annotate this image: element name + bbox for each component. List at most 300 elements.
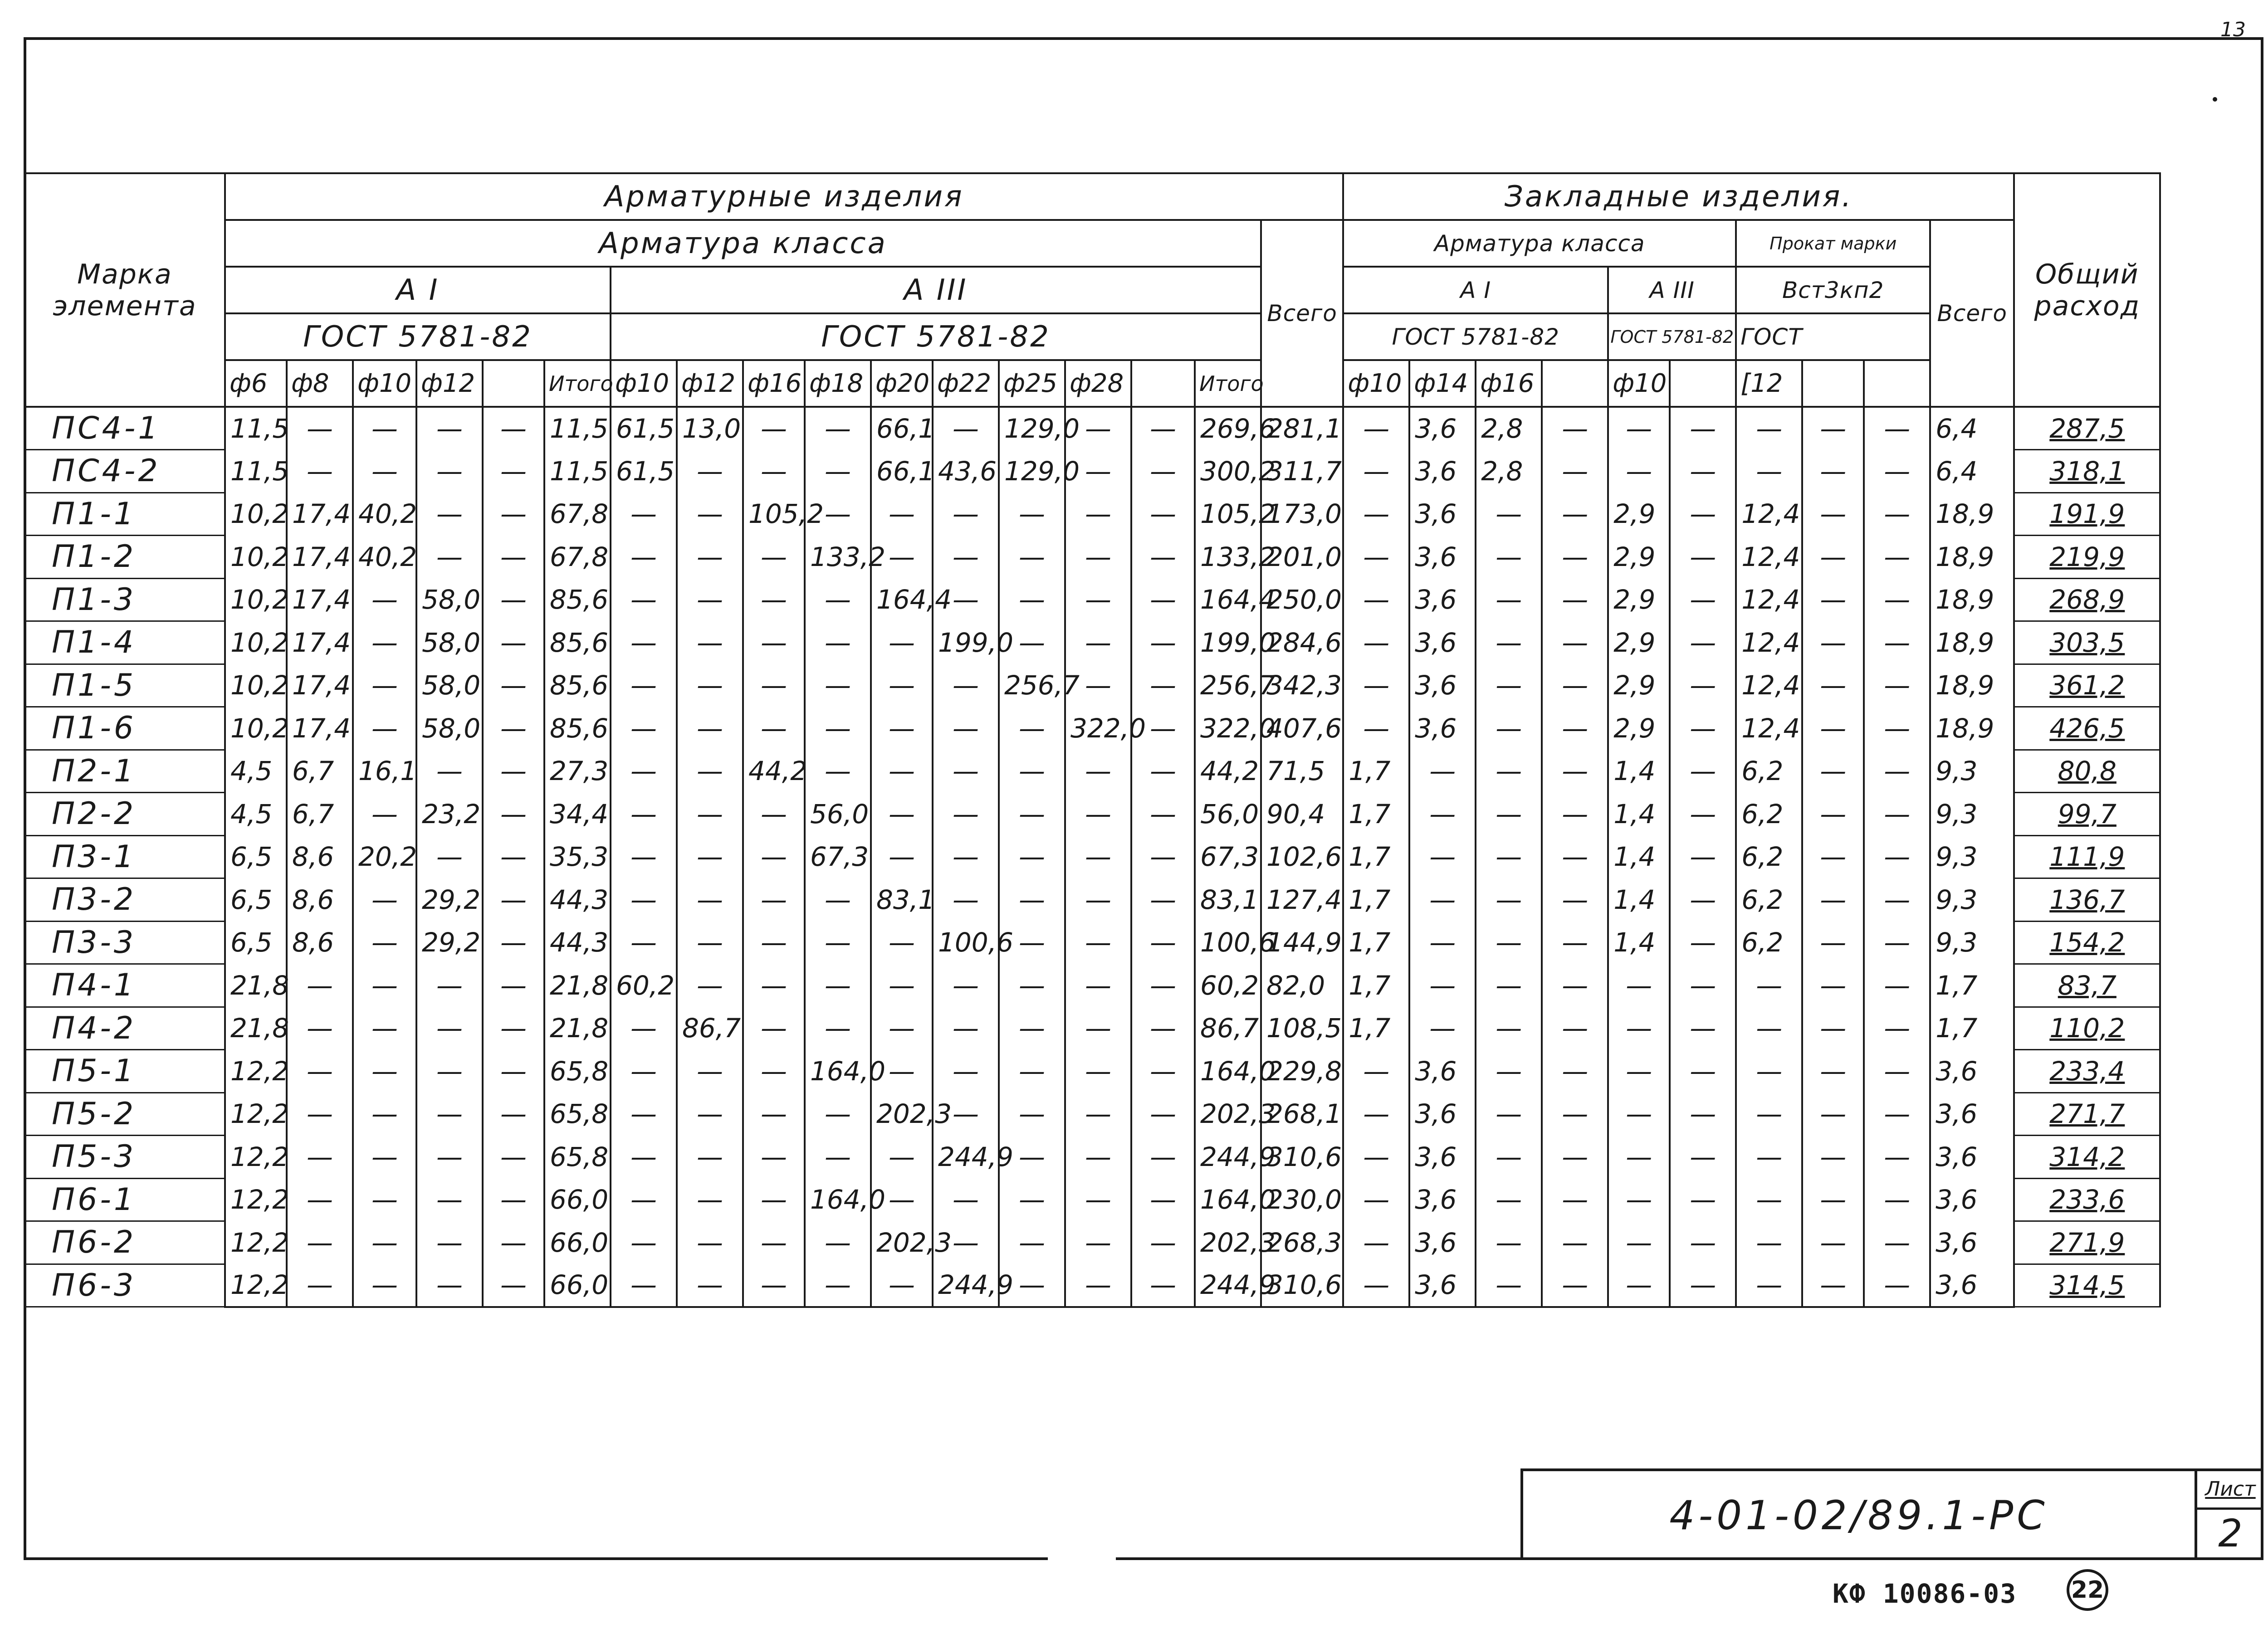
a3-cell: — bbox=[677, 1050, 743, 1093]
element-mark: П1-3 bbox=[24, 578, 225, 621]
a3-cell: — bbox=[1065, 835, 1131, 878]
rolled-cell: — bbox=[1736, 407, 1802, 450]
emb-a1-cell: — bbox=[1476, 493, 1542, 536]
emb-a1-cell: — bbox=[1542, 1007, 1608, 1050]
a3-cell: — bbox=[1065, 1178, 1131, 1221]
a1-cell: 6,7 bbox=[287, 793, 353, 836]
emb-a1-cell: — bbox=[1343, 664, 1409, 707]
a3-cell: — bbox=[611, 536, 677, 579]
a3-cell: — bbox=[743, 578, 805, 621]
a3-cell: — bbox=[1065, 578, 1131, 621]
a1-cell: 11,5 bbox=[225, 450, 287, 493]
a1-cell: 67,8 bbox=[544, 493, 611, 536]
a3-cell: — bbox=[871, 1136, 933, 1179]
a3-cell: — bbox=[743, 793, 805, 836]
dia-emb-a1-1: ф10 bbox=[1343, 360, 1409, 407]
element-mark: П1-1 bbox=[24, 493, 225, 536]
a3-cell: — bbox=[1065, 664, 1131, 707]
rolled-header: Прокат марки bbox=[1736, 220, 1930, 267]
emb-a3-cell: — bbox=[1608, 407, 1670, 450]
overall-cell: 111,9 bbox=[2014, 835, 2160, 878]
a3-cell: — bbox=[1131, 750, 1195, 793]
a3-cell: — bbox=[1131, 921, 1195, 964]
a3-cell: 202,3 bbox=[871, 1093, 933, 1136]
a3-cell: — bbox=[871, 1007, 933, 1050]
a1-cell: 10,2 bbox=[225, 493, 287, 536]
a3-cell: — bbox=[933, 878, 999, 922]
a3-cell: — bbox=[871, 707, 933, 750]
emb-total-cell: 18,9 bbox=[1930, 578, 2014, 621]
rolled-cell: — bbox=[1864, 793, 1930, 836]
total-cell: 102,6 bbox=[1261, 835, 1343, 878]
rolled-cell: — bbox=[1802, 835, 1864, 878]
a3-cell: — bbox=[871, 964, 933, 1007]
a1-cell: — bbox=[353, 1093, 416, 1136]
a3-cell: — bbox=[1065, 621, 1131, 664]
frame-gap bbox=[1048, 1551, 1116, 1565]
a3-cell: 244,9 bbox=[933, 1136, 999, 1179]
a1-cell: — bbox=[483, 921, 544, 964]
emb-a1-cell: 1,7 bbox=[1343, 878, 1409, 922]
rolled-cell: — bbox=[1802, 450, 1864, 493]
a1-cell: 65,8 bbox=[544, 1093, 611, 1136]
a3-cell: 83,1 bbox=[1195, 878, 1261, 922]
a3-cell: — bbox=[999, 1007, 1065, 1050]
element-mark: П6-1 bbox=[24, 1178, 225, 1221]
a1-cell: 27,3 bbox=[544, 750, 611, 793]
emb-a3-cell: — bbox=[1670, 1178, 1736, 1221]
emb-a1-cell: 1,7 bbox=[1343, 964, 1409, 1007]
a1-cell: 10,2 bbox=[225, 536, 287, 579]
emb-a1-cell: 3,6 bbox=[1409, 707, 1476, 750]
rolled-cell: 12,4 bbox=[1736, 493, 1802, 536]
a1-cell: — bbox=[416, 493, 483, 536]
a3-cell: 100,6 bbox=[933, 921, 999, 964]
emb-a3-cell: 2,9 bbox=[1608, 664, 1670, 707]
emb-a1-cell: — bbox=[1542, 536, 1608, 579]
a3-cell: — bbox=[999, 493, 1065, 536]
a3-cell: 60,2 bbox=[611, 964, 677, 1007]
emb-a1-cell: — bbox=[1476, 1264, 1542, 1307]
a3-cell: — bbox=[677, 921, 743, 964]
a1-cell: 10,2 bbox=[225, 707, 287, 750]
total-cell: 284,6 bbox=[1261, 621, 1343, 664]
a1-cell: 12,2 bbox=[225, 1264, 287, 1307]
emb-a3-cell: — bbox=[1670, 1050, 1736, 1093]
element-mark: П1-6 bbox=[24, 707, 225, 750]
a1-cell: 44,3 bbox=[544, 878, 611, 922]
a3-cell: — bbox=[871, 536, 933, 579]
a3-cell: 56,0 bbox=[805, 793, 871, 836]
a3-cell: 202,3 bbox=[871, 1221, 933, 1264]
overall-cell: 233,4 bbox=[2014, 1050, 2160, 1093]
a3-cell: — bbox=[933, 964, 999, 1007]
a1-cell: 65,8 bbox=[544, 1136, 611, 1179]
total-cell: 311,7 bbox=[1261, 450, 1343, 493]
table-row bbox=[24, 921, 2160, 964]
a1-cell: 6,5 bbox=[225, 878, 287, 922]
a3-cell: 66,1 bbox=[871, 450, 933, 493]
a1-cell: — bbox=[416, 407, 483, 450]
a1-cell: — bbox=[353, 707, 416, 750]
a3-cell: — bbox=[743, 536, 805, 579]
a3-cell: — bbox=[1131, 536, 1195, 579]
a1-cell: 85,6 bbox=[544, 664, 611, 707]
table-row bbox=[24, 1007, 2160, 1050]
element-mark: П2-1 bbox=[24, 750, 225, 793]
a3-cell: 133,2 bbox=[1195, 536, 1261, 579]
rolled-cell: — bbox=[1736, 1136, 1802, 1179]
emb-a1-cell: — bbox=[1409, 835, 1476, 878]
rolled-cell: — bbox=[1864, 621, 1930, 664]
a3-cell: 44,2 bbox=[743, 750, 805, 793]
a3-cell: — bbox=[743, 921, 805, 964]
emb-a1-cell: 1,7 bbox=[1343, 921, 1409, 964]
table-row bbox=[24, 750, 2160, 793]
a1-cell: — bbox=[287, 450, 353, 493]
a1-cell: 17,4 bbox=[287, 493, 353, 536]
a1-cell: — bbox=[287, 1264, 353, 1307]
a3-cell: 43,6 bbox=[933, 450, 999, 493]
overall-cell: 110,2 bbox=[2014, 1007, 2160, 1050]
element-mark: П5-2 bbox=[24, 1093, 225, 1136]
a3-cell: — bbox=[1131, 964, 1195, 1007]
a3-cell: — bbox=[999, 578, 1065, 621]
a3-cell: — bbox=[805, 1136, 871, 1179]
emb-a3-cell: 2,9 bbox=[1608, 578, 1670, 621]
emb-a3-cell: 2,9 bbox=[1608, 536, 1670, 579]
emb-a3-cell: — bbox=[1608, 1136, 1670, 1179]
rolled-cell: 12,4 bbox=[1736, 578, 1802, 621]
a3-cell: — bbox=[1131, 1050, 1195, 1093]
a3-cell: — bbox=[1131, 1221, 1195, 1264]
rolled-cell: — bbox=[1864, 578, 1930, 621]
a1-cell: — bbox=[416, 1178, 483, 1221]
table-row bbox=[24, 407, 2160, 450]
emb-a3-cell: — bbox=[1670, 878, 1736, 922]
a1-cell: — bbox=[483, 793, 544, 836]
a3-cell: — bbox=[1065, 493, 1131, 536]
emb-total-cell: 9,3 bbox=[1930, 921, 2014, 964]
emb-a3-cell: — bbox=[1608, 1007, 1670, 1050]
emb-total-cell: 1,7 bbox=[1930, 1007, 2014, 1050]
rolled-cell: — bbox=[1802, 1050, 1864, 1093]
total-cell: 407,6 bbox=[1261, 707, 1343, 750]
emb-a1-cell: 3,6 bbox=[1409, 407, 1476, 450]
a3-cell: — bbox=[933, 407, 999, 450]
a1-cell: — bbox=[483, 621, 544, 664]
emb-a1-cell: — bbox=[1343, 1136, 1409, 1179]
a3-cell: — bbox=[805, 493, 871, 536]
a3-cell: — bbox=[611, 493, 677, 536]
a3-cell: — bbox=[999, 621, 1065, 664]
emb-a1-cell: 1,7 bbox=[1343, 835, 1409, 878]
a1-cell: — bbox=[287, 1007, 353, 1050]
emb-a1-cell: — bbox=[1476, 707, 1542, 750]
a3-cell: — bbox=[743, 707, 805, 750]
specification-body bbox=[24, 407, 2160, 1307]
a3-cell: — bbox=[933, 1093, 999, 1136]
rolled-cell: — bbox=[1864, 1050, 1930, 1093]
a3-cell: — bbox=[611, 1007, 677, 1050]
a1-cell: — bbox=[483, 835, 544, 878]
emb-a1-cell: 3,6 bbox=[1409, 664, 1476, 707]
overall-cell: 268,9 bbox=[2014, 578, 2160, 621]
rolled-cell: — bbox=[1802, 1264, 1864, 1307]
rolled-cell: — bbox=[1802, 578, 1864, 621]
a3-cell: — bbox=[933, 835, 999, 878]
a1-cell: 85,6 bbox=[544, 621, 611, 664]
a3-cell: — bbox=[999, 921, 1065, 964]
a3-cell: — bbox=[999, 1264, 1065, 1307]
total-cell: 342,3 bbox=[1261, 664, 1343, 707]
a3-cell: — bbox=[743, 1178, 805, 1221]
emb-a1-cell: — bbox=[1343, 707, 1409, 750]
a1-cell: — bbox=[483, 493, 544, 536]
emb-a3-cell: — bbox=[1670, 1264, 1736, 1307]
emb-a1-cell: — bbox=[1476, 1050, 1542, 1093]
dia-emb-a1-4 bbox=[1542, 360, 1608, 407]
a3-cell: 269,6 bbox=[1195, 407, 1261, 450]
a1-cell: — bbox=[287, 1221, 353, 1264]
a1-cell: — bbox=[416, 450, 483, 493]
dia-rolled-1: [12 bbox=[1736, 360, 1802, 407]
a3-cell: — bbox=[805, 1093, 871, 1136]
a3-cell: — bbox=[743, 450, 805, 493]
a3-cell: — bbox=[677, 835, 743, 878]
table-row bbox=[24, 1050, 2160, 1093]
overall-cell: 191,9 bbox=[2014, 493, 2160, 536]
gost-a3-header: ГОСТ 5781-82 bbox=[611, 313, 1261, 360]
table-row bbox=[24, 1093, 2160, 1136]
a1-cell: 16,1 bbox=[353, 750, 416, 793]
overall-cell: 314,2 bbox=[2014, 1136, 2160, 1179]
a1-cell: — bbox=[483, 1178, 544, 1221]
a1-cell: — bbox=[353, 793, 416, 836]
a1-cell: 8,6 bbox=[287, 835, 353, 878]
a3-cell: — bbox=[999, 707, 1065, 750]
rolled-cell: 6,2 bbox=[1736, 835, 1802, 878]
emb-a1-cell: 3,6 bbox=[1409, 621, 1476, 664]
a1-cell: 10,2 bbox=[225, 621, 287, 664]
rolled-cell: — bbox=[1802, 621, 1864, 664]
dia-a1-3: ф10 bbox=[353, 360, 416, 407]
emb-a3-cell: — bbox=[1670, 450, 1736, 493]
table-row bbox=[24, 450, 2160, 493]
a3-cell: — bbox=[611, 750, 677, 793]
a3-cell: — bbox=[999, 964, 1065, 1007]
overall-cell: 83,7 bbox=[2014, 964, 2160, 1007]
emb-a3-cell: — bbox=[1608, 450, 1670, 493]
a3-cell: — bbox=[1065, 1136, 1131, 1179]
a3-cell: — bbox=[871, 1050, 933, 1093]
a3-cell: — bbox=[933, 536, 999, 579]
a3-cell: — bbox=[677, 1221, 743, 1264]
a1-cell: — bbox=[353, 407, 416, 450]
a3-cell: — bbox=[1131, 493, 1195, 536]
a1-cell: 6,5 bbox=[225, 921, 287, 964]
a3-cell: — bbox=[611, 621, 677, 664]
a1-cell: 12,2 bbox=[225, 1093, 287, 1136]
overall-cell: 154,2 bbox=[2014, 921, 2160, 964]
a1-cell: 65,8 bbox=[544, 1050, 611, 1093]
total-cell: 127,4 bbox=[1261, 878, 1343, 922]
rolled-cell: — bbox=[1864, 1178, 1930, 1221]
corner-mark: 13 bbox=[2220, 18, 2246, 41]
total-cell: 108,5 bbox=[1261, 1007, 1343, 1050]
a3-cell: — bbox=[805, 707, 871, 750]
rolled-cell: — bbox=[1864, 407, 1930, 450]
a3-cell: 86,7 bbox=[1195, 1007, 1261, 1050]
a3-cell: — bbox=[1065, 1221, 1131, 1264]
a3-cell: — bbox=[1131, 707, 1195, 750]
overall-cell: 271,7 bbox=[2014, 1093, 2160, 1136]
element-mark: П3-2 bbox=[24, 878, 225, 922]
a3-cell: — bbox=[933, 750, 999, 793]
rolled-cell: — bbox=[1736, 1093, 1802, 1136]
a3-cell: — bbox=[999, 878, 1065, 922]
element-mark: П5-3 bbox=[24, 1136, 225, 1179]
rolled-cell: — bbox=[1802, 407, 1864, 450]
emb-total-cell: 3,6 bbox=[1930, 1050, 2014, 1093]
a1-cell: — bbox=[483, 964, 544, 1007]
emb-a1-cell: — bbox=[1476, 1178, 1542, 1221]
emb-a1-cell: 3,6 bbox=[1409, 536, 1476, 579]
overall-cell: 80,8 bbox=[2014, 750, 2160, 793]
dia-emb-a3-1: ф10 bbox=[1608, 360, 1670, 407]
total-cell: 201,0 bbox=[1261, 536, 1343, 579]
a3-cell: — bbox=[871, 1178, 933, 1221]
rolled-cell: — bbox=[1864, 964, 1930, 1007]
a3-cell: — bbox=[1065, 750, 1131, 793]
a3-cell: — bbox=[999, 1221, 1065, 1264]
table-row bbox=[24, 707, 2160, 750]
table-row bbox=[24, 793, 2160, 836]
dia-a3-4: ф18 bbox=[805, 360, 871, 407]
a3-cell: — bbox=[743, 1007, 805, 1050]
a1-cell: — bbox=[416, 1221, 483, 1264]
total-cell: 310,6 bbox=[1261, 1136, 1343, 1179]
a3-cell: — bbox=[871, 793, 933, 836]
emb-a1-cell: — bbox=[1542, 578, 1608, 621]
a1-cell: 17,4 bbox=[287, 707, 353, 750]
rolled-cell: 12,4 bbox=[1736, 621, 1802, 664]
emb-a1-cell: 3,6 bbox=[1409, 1050, 1476, 1093]
emb-total-cell: 3,6 bbox=[1930, 1178, 2014, 1221]
a3-cell: 44,2 bbox=[1195, 750, 1261, 793]
element-mark: П4-1 bbox=[24, 964, 225, 1007]
a3-cell: — bbox=[677, 664, 743, 707]
emb-total-cell: 6,4 bbox=[1930, 450, 2014, 493]
a1-cell: — bbox=[287, 1050, 353, 1093]
a3-cell: — bbox=[871, 1264, 933, 1307]
a3-cell: 129,0 bbox=[999, 407, 1065, 450]
emb-a1-cell: — bbox=[1542, 493, 1608, 536]
emb-a3-cell: 2,9 bbox=[1608, 493, 1670, 536]
emb-total-cell: 3,6 bbox=[1930, 1264, 2014, 1307]
dia-emb-a1-2: ф14 bbox=[1409, 360, 1476, 407]
a3-cell: — bbox=[1131, 835, 1195, 878]
a1-cell: — bbox=[353, 1136, 416, 1179]
dia-a3-2: ф12 bbox=[677, 360, 743, 407]
emb-a1-cell: — bbox=[1343, 1264, 1409, 1307]
emb-a1-cell: — bbox=[1542, 793, 1608, 836]
a1-cell: 17,4 bbox=[287, 664, 353, 707]
emb-total-cell: 6,4 bbox=[1930, 407, 2014, 450]
dia-a3-3: ф16 bbox=[743, 360, 805, 407]
a3-cell: — bbox=[1065, 1093, 1131, 1136]
emb-a1-cell: — bbox=[1409, 1007, 1476, 1050]
a1-cell: — bbox=[287, 964, 353, 1007]
element-mark: П3-3 bbox=[24, 921, 225, 964]
overall-cell: 318,1 bbox=[2014, 450, 2160, 493]
a3-cell: 61,5 bbox=[611, 450, 677, 493]
armature-class-header: Арматура класса bbox=[225, 220, 1261, 267]
mark-header: Марка элемента bbox=[24, 173, 225, 407]
a3-cell: — bbox=[999, 793, 1065, 836]
a3-cell: 164,4 bbox=[871, 578, 933, 621]
emb-gost-a3-header: ГОСТ 5781-82 bbox=[1608, 313, 1736, 360]
rolled-cell: 6,2 bbox=[1736, 878, 1802, 922]
a3-cell: — bbox=[743, 1221, 805, 1264]
a1-cell: 40,2 bbox=[353, 536, 416, 579]
a1-cell: 35,3 bbox=[544, 835, 611, 878]
a1-cell: — bbox=[483, 536, 544, 579]
a1-cell: — bbox=[287, 1093, 353, 1136]
a1-cell: — bbox=[483, 664, 544, 707]
emb-a3-cell: — bbox=[1670, 1221, 1736, 1264]
emb-a1-cell: — bbox=[1476, 835, 1542, 878]
a3-cell: — bbox=[611, 1221, 677, 1264]
table-row bbox=[24, 1221, 2160, 1264]
a3-cell: — bbox=[677, 878, 743, 922]
a3-cell: — bbox=[1131, 1007, 1195, 1050]
emb-a3-cell: 1,4 bbox=[1608, 878, 1670, 922]
emb-a1-cell: — bbox=[1476, 1093, 1542, 1136]
a3-cell: — bbox=[1065, 536, 1131, 579]
a1-cell: — bbox=[353, 1178, 416, 1221]
emb-a3-cell: 1,4 bbox=[1608, 835, 1670, 878]
a3-cell: 86,7 bbox=[677, 1007, 743, 1050]
emb-a1-cell: — bbox=[1343, 621, 1409, 664]
a3-cell: — bbox=[677, 493, 743, 536]
a3-cell: — bbox=[933, 578, 999, 621]
emb-a3-cell: 1,4 bbox=[1608, 750, 1670, 793]
a1-cell: — bbox=[353, 1221, 416, 1264]
emb-a3-cell: — bbox=[1670, 493, 1736, 536]
emb-a1-cell: — bbox=[1476, 921, 1542, 964]
emb-total-header: Всего bbox=[1930, 220, 2014, 407]
a3-cell: — bbox=[611, 707, 677, 750]
a3-cell: 105,2 bbox=[743, 493, 805, 536]
a1-cell: — bbox=[483, 450, 544, 493]
a3-cell: — bbox=[1131, 1178, 1195, 1221]
a3-cell: 56,0 bbox=[1195, 793, 1261, 836]
rolled-cell: — bbox=[1802, 707, 1864, 750]
a3-cell: — bbox=[1131, 793, 1195, 836]
a1-cell: 8,6 bbox=[287, 878, 353, 922]
a3-cell: — bbox=[871, 835, 933, 878]
rolled-cell: — bbox=[1864, 1007, 1930, 1050]
a3-cell: — bbox=[999, 1093, 1065, 1136]
emb-a3-cell: — bbox=[1670, 750, 1736, 793]
title-stamp bbox=[1520, 1468, 2195, 1559]
dia-a3-9 bbox=[1131, 360, 1195, 407]
a3-cell: — bbox=[999, 750, 1065, 793]
emb-a1-cell: — bbox=[1476, 964, 1542, 1007]
a1-cell: 17,4 bbox=[287, 621, 353, 664]
table-row bbox=[24, 536, 2160, 579]
